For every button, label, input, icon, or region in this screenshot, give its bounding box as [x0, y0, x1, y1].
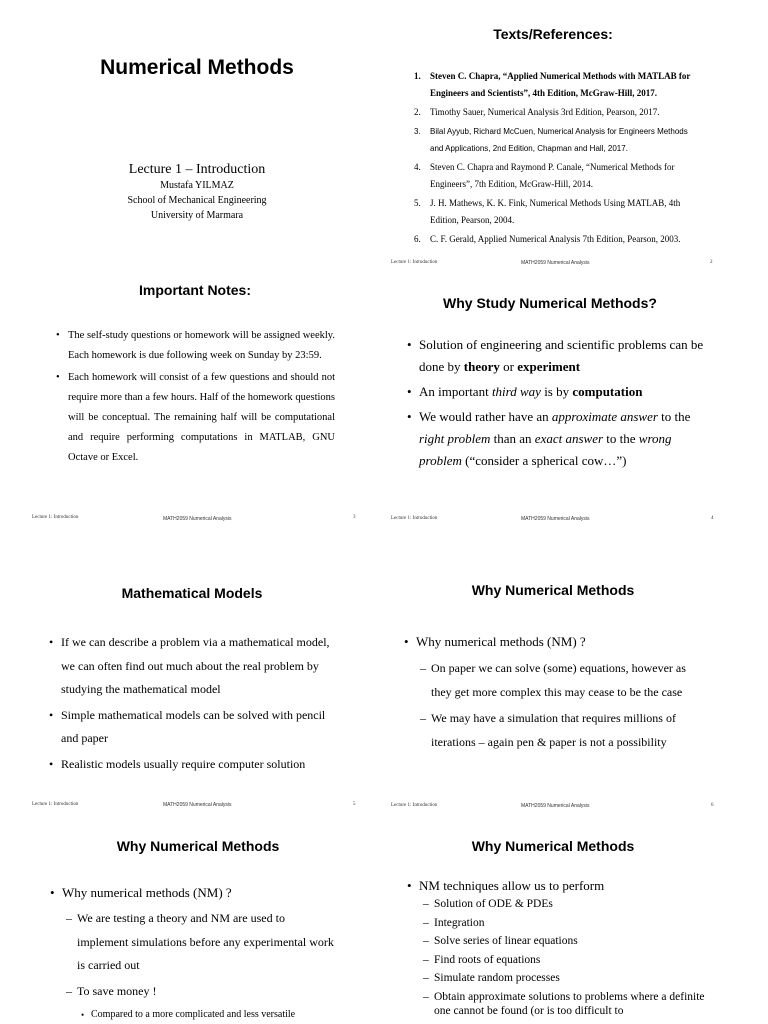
list-item: – We are testing a theory and NM are used to implement simulations before any experimental work is carried out: [77, 907, 337, 978]
slide-3-title: Important Notes:: [139, 282, 251, 298]
list-item: • Why numerical methods (NM) ?: [416, 631, 716, 653]
list-item: • Each homework will consist of a few questions and should not require more than a few hours. Half of the homework questions will be conceptual. The remaining half will be computational and require performing computations in MATLAB, GNU Octave or Excel.: [68, 368, 335, 468]
notes-list: [68, 326, 335, 468]
list-item: – Integration: [434, 916, 706, 931]
list-item: • Realistic models usually require computer solution: [61, 753, 345, 777]
nm-techniques-sublist: [434, 897, 706, 1019]
slide-5: [22, 570, 392, 820]
list-item: – Obtain approximate solutions to problems where a definite one cannot be found (or is too difficult to: [434, 990, 706, 1019]
school-name: School of Mechanical Engineering: [127, 195, 267, 206]
footer-course: MATH2059 Numerical Analysis: [163, 516, 232, 522]
author-name: Mustafa YILMAZ: [160, 180, 234, 191]
list-item: • The self-study questions or homework will be assigned weekly. Each homework is due following week on Sunday by 23:59.: [68, 326, 335, 366]
footer-lecture: Lecture 1: Introduction: [32, 802, 79, 807]
reference-item: 6. C. F. Gerald, Applied Numerical Analysis 7th Edition, Pearson, 2003.: [414, 234, 681, 244]
slide-3: [22, 270, 392, 532]
list-item: • Solution of engineering and scientific problems can be done by theory or experiment: [419, 334, 711, 378]
nm-techniques-list: [419, 877, 719, 895]
slide-1: [12, 8, 382, 266]
slide-2: [383, 8, 753, 270]
slide-8-title: Why Numerical Methods: [471, 838, 635, 854]
list-item: • NM techniques allow us to perform: [419, 877, 719, 895]
why-nm-list: [416, 631, 716, 653]
footer-page-number: 4: [711, 516, 714, 521]
footer-lecture: Lecture 1: Introduction: [391, 516, 438, 521]
list-item: • We would rather have an approximate answer to the right problem than an exact answer to the wrong problem (“consider a spherical cow…”): [419, 406, 711, 472]
reference-item: 1. Steven C. Chapra, “Applied Numerical Methods with MATLAB for Engineers and Scientists”, 4th Edition, McGraw-Hill, 2017.: [414, 71, 691, 98]
footer-page-number: 3: [353, 515, 356, 520]
footer-page-number: 2: [710, 260, 713, 265]
why-nm-subsublist: [91, 1008, 361, 1022]
lecture-subtitle: Lecture 1 – Introduction: [128, 162, 266, 177]
list-item: – On paper we can solve (some) equations, however as they get more complex this may cease to be the case: [431, 657, 708, 704]
reference-item: 3. Bilal Ayyub, Richard McCuen, Numerical Analysis for Engineers Methods and Applications, 2nd Edition, Chapman and Hall, 2017.: [414, 127, 688, 153]
why-nm-list: [62, 882, 362, 904]
why-nm-sublist: [77, 907, 337, 1003]
list-item: – Simulate random processes: [434, 971, 706, 986]
why-nm-sublist: [431, 657, 708, 754]
list-item: – Solution of ODE & PDEs: [434, 897, 706, 912]
list-item: – We may have a simulation that requires millions of iterations – again pen & paper is not a possibility: [431, 707, 708, 754]
footer-course: MATH2059 Numerical Analysis: [521, 803, 590, 809]
slide-1-title: Numerical Methods: [100, 56, 294, 79]
footer-course: MATH2059 Numerical Analysis: [521, 516, 590, 522]
models-list: [61, 631, 345, 776]
footer-lecture: Lecture 1: Introduction: [391, 260, 438, 265]
list-item: • Simple mathematical models can be solved with pencil and paper: [61, 704, 345, 751]
slide-7: [22, 826, 392, 1024]
footer-page-number: 5: [353, 802, 356, 807]
footer-lecture: Lecture 1: Introduction: [32, 515, 79, 520]
footer-lecture: Lecture 1: Introduction: [391, 803, 438, 808]
list-item: • An important third way is by computation: [419, 381, 711, 403]
list-item: – To save money !: [77, 980, 337, 1004]
slide-4: [383, 270, 753, 532]
list-item: • Why numerical methods (NM) ?: [62, 882, 362, 904]
footer-course: MATH2059 Numerical Analysis: [163, 802, 232, 808]
university-name: University of Marmara: [150, 210, 244, 221]
reference-item: 4. Steven C. Chapra and Raymond P. Canale, “Numerical Methods for Engineers”, 7th Edition, McGraw-Hill, 2014.: [414, 162, 675, 189]
list-item: – Find roots of equations: [434, 953, 706, 968]
footer-course: MATH2059 Numerical Analysis: [521, 260, 590, 266]
slide-2-title: Texts/References:: [493, 26, 613, 42]
slide-6-title: Why Numerical Methods: [471, 582, 635, 598]
reference-list: [414, 68, 692, 248]
reference-item: 2. Timothy Sauer, Numerical Analysis 3rd Edition, Pearson, 2017.: [414, 107, 660, 117]
list-item: • Compared to a more complicated and less versatile: [91, 1008, 361, 1022]
slide-4-title: Why Study Numerical Methods?: [443, 295, 657, 311]
list-item: • If we can describe a problem via a mathematical model, we can often find out much about the real problem by studying the mathematical model: [61, 631, 345, 702]
list-item: – Solve series of linear equations: [434, 934, 706, 949]
slide-7-title: Why Numerical Methods: [116, 838, 280, 854]
slide-5-title: Mathematical Models: [121, 585, 263, 601]
slide-8: [383, 826, 753, 1024]
footer-page-number: 6: [711, 803, 714, 808]
why-study-list: [419, 334, 711, 472]
slide-6: [383, 570, 753, 820]
reference-item: 5. J. H. Mathews, K. K. Fink, Numerical Methods Using MATLAB, 4th Edition, Pearson, 2004.: [414, 198, 681, 225]
